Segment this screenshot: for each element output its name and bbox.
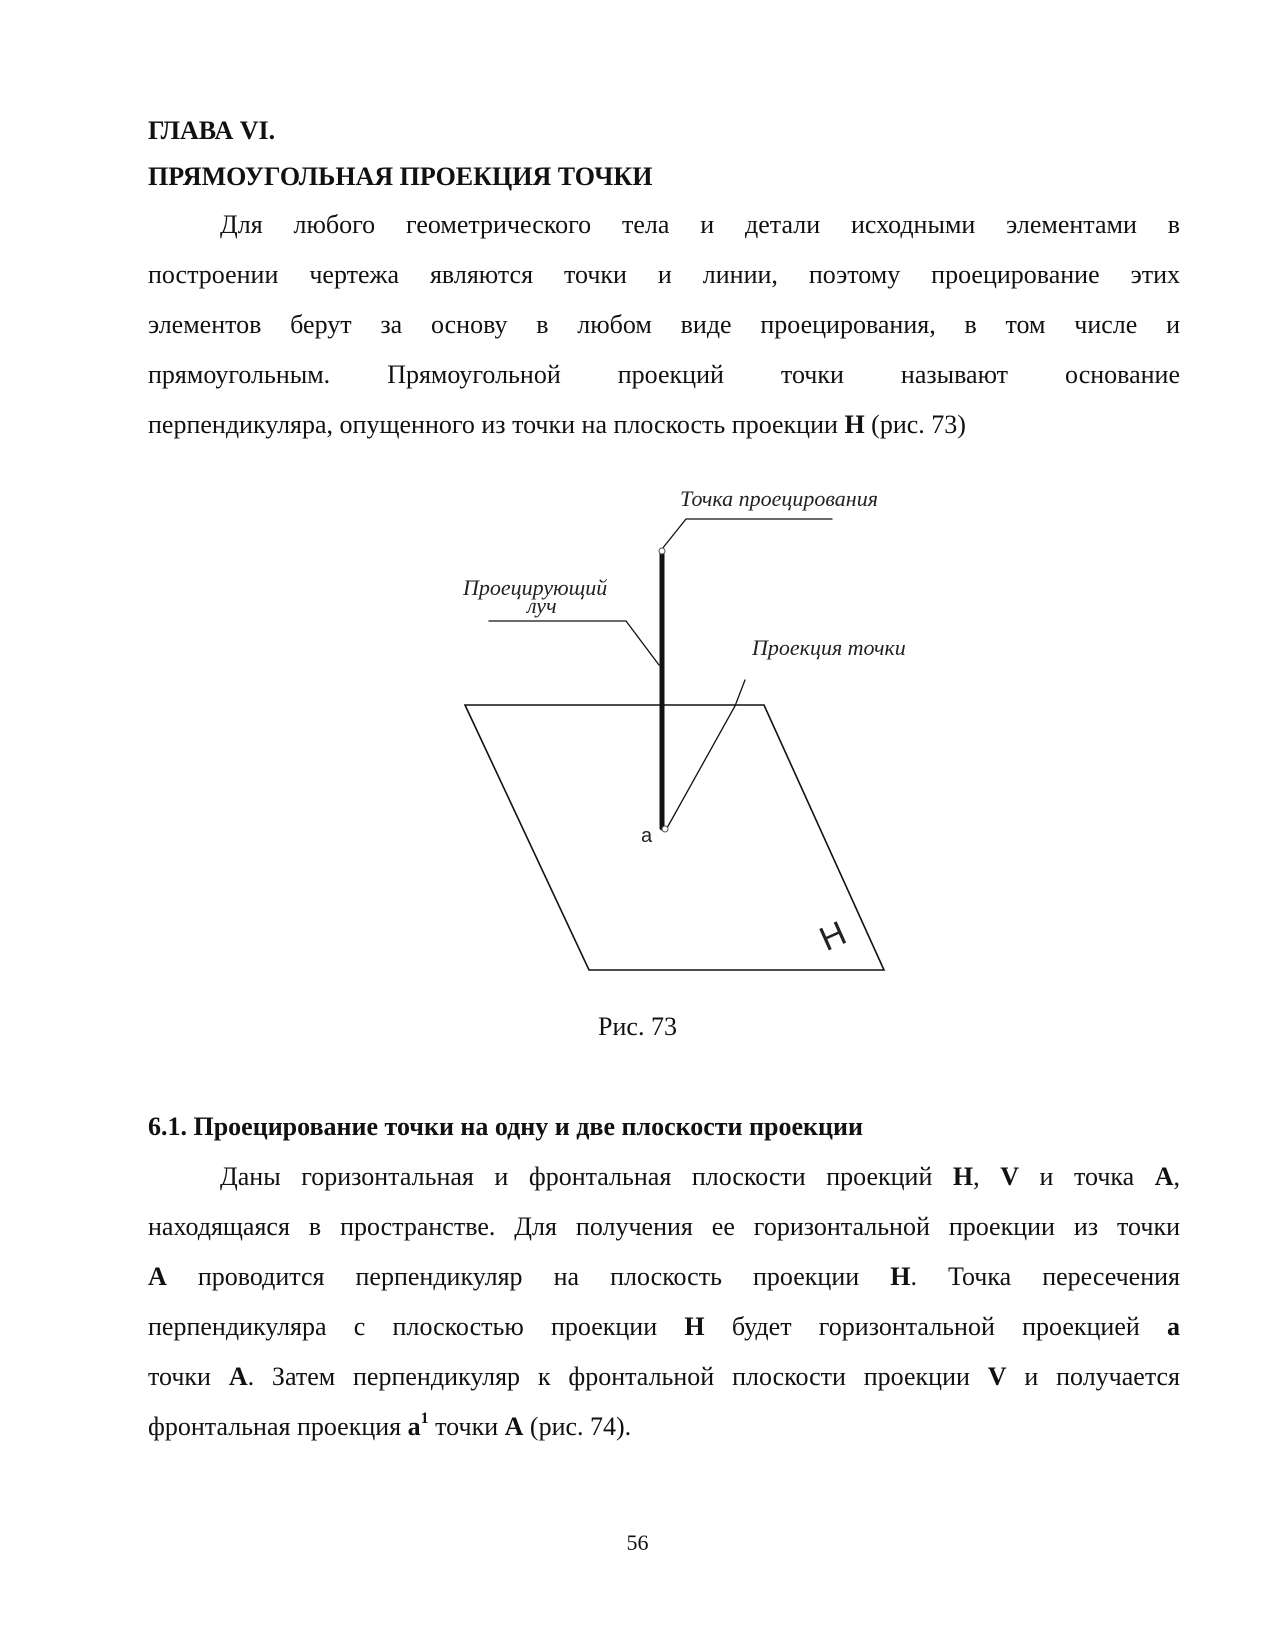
intro-line-1: Для любого геометрического тела и детали исходными элементами в: [220, 210, 1180, 239]
leader-projection: [667, 680, 745, 828]
section-paragraph: [148, 1152, 1180, 1452]
page-number: 56: [626, 1530, 649, 1555]
label-point: Точка проецирования: [680, 486, 878, 511]
chapter-title: ПРЯМОУГОЛЬНАЯ ПРОЕКЦИЯ ТОЧКИ: [148, 162, 653, 191]
section-line-2: находящаяся в пространстве. Для получения ее горизонтальной проекции из точки: [148, 1212, 1180, 1241]
plane-h-ref: H: [844, 410, 865, 439]
section-line-3: A проводится перпендикуляр на плоскость проекции H. Точка пересечения: [148, 1262, 1181, 1291]
section-heading: 6.1. Проецирование точки на одну и две плоскости проекции: [148, 1112, 863, 1141]
label-projection: Проекция точки: [752, 635, 906, 660]
projection-point-marker: [662, 826, 668, 832]
space-point-marker: [659, 548, 665, 554]
chapter-number: ГЛАВА VI.: [148, 116, 276, 145]
label-plane-h: H: [814, 914, 852, 959]
label-ray-2: луч: [527, 593, 557, 618]
intro-line-4: прямоугольным. Прямоугольной проекций точки называют основание: [148, 360, 1180, 389]
label-a: a: [641, 825, 653, 847]
leader-point: [662, 519, 832, 549]
intro-line-2: построении чертежа являются точки и линии, поэтому проецирование этих: [148, 260, 1180, 289]
leader-ray: [489, 621, 659, 665]
intro-line-5: перпендикуляра, опущенного из точки на плоскость проекции H (рис. 73): [148, 410, 966, 439]
section-line-1: Даны горизонтальная и фронтальная плоскости проекций H, V и точка A,: [220, 1162, 1180, 1191]
section-line-5: точки A. Затем перпендикуляр к фронтальной плоскости проекции V и получается: [148, 1362, 1181, 1391]
section-line-6: фронтальная проекция $a^1$ точки A (рис. 74).: [148, 1410, 632, 1441]
section-line-4: перпендикуляра с плоскостью проекции H будет горизонтальной проекцией a: [148, 1312, 1180, 1341]
figure-caption: Рис. 73: [598, 1012, 677, 1041]
intro-line-3: элементов берут за основу в любом виде проецирования, в том числе и: [148, 310, 1180, 339]
label-ray-1: Проецирующий: [463, 575, 608, 600]
